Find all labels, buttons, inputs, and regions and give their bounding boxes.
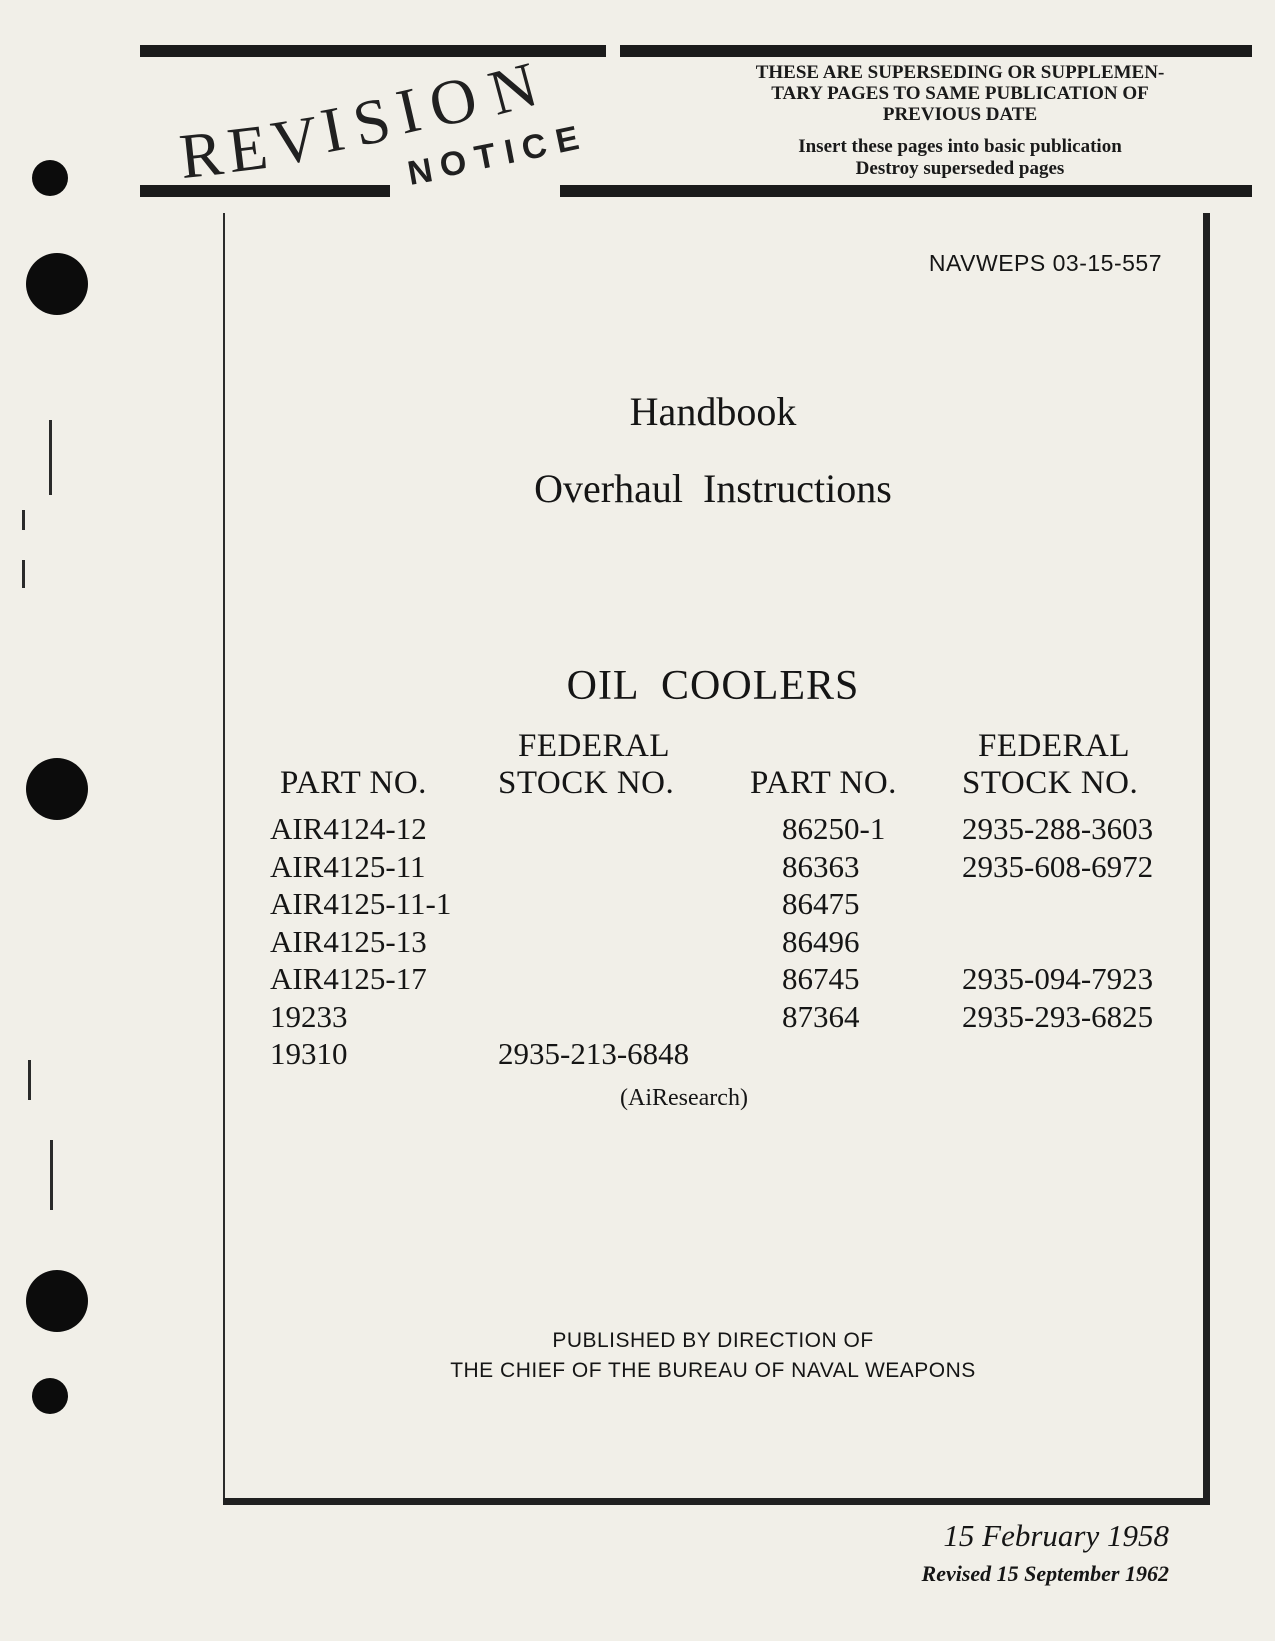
binder-hole: [26, 758, 88, 820]
table-cell: [962, 923, 1153, 961]
title-handbook: Handbook: [629, 389, 797, 434]
publication-number: NAVWEPS 03-15-557: [928, 250, 1162, 276]
frame-bottom-rule: [223, 1498, 1210, 1505]
table-cell: 2935-288-3603: [962, 811, 1154, 846]
table-cell: [498, 923, 689, 961]
header-stock-no-right: STOCK NO.: [962, 765, 1139, 801]
table-cell: 86363: [782, 848, 860, 884]
table-cell: 87364: [782, 998, 860, 1034]
binder-hole: [32, 160, 68, 196]
table-cell: 2935-094-7923: [962, 961, 1154, 996]
header-part-no-right: PART NO.: [750, 765, 897, 801]
subject-title: OIL COOLERS: [566, 663, 860, 709]
table-cell: [498, 998, 689, 1036]
table-cell: [962, 885, 1153, 923]
table-cell: 86475: [782, 886, 860, 921]
table-cell: 2935-608-6972: [962, 848, 1154, 884]
table-cell: 86496: [782, 923, 860, 959]
title-overhaul: Overhaul Instructions: [534, 466, 892, 511]
insert-instructions: Insert these pages into basic publication Destroy superseded pages: [798, 136, 1122, 179]
frame-right-rule: [1203, 213, 1210, 1503]
table-cell: 2935-293-6825: [962, 998, 1154, 1034]
table-cell: 19233: [270, 998, 348, 1034]
left-stock-numbers: [498, 810, 689, 1073]
table-cell: 86745: [782, 961, 860, 996]
table-cell: 19310: [270, 1036, 348, 1071]
table-cell: 86250-1: [782, 811, 886, 846]
published-by: PUBLISHED BY DIRECTION OF THE CHIEF OF THE BUREAU OF NAVAL WEAPONS: [450, 1329, 976, 1382]
table-cell: AIR4125-11: [270, 848, 426, 884]
banner-top-rule: [140, 45, 606, 57]
right-part-numbers: [782, 810, 885, 1035]
right-stock-numbers: [962, 810, 1153, 1035]
table-cell: [498, 885, 689, 923]
revised-date: Revised 15 September 1962: [921, 1561, 1169, 1586]
header-part-no-left: PART NO.: [280, 765, 427, 801]
table-cell: AIR4125-17: [270, 961, 427, 996]
binder-hole: [26, 1270, 88, 1332]
banner-top-rule-right: [620, 45, 1252, 57]
header-stock-no-left: STOCK NO.: [498, 765, 675, 801]
table-cell: 2935-213-6848: [498, 1036, 690, 1071]
issue-date: 15 February 1958: [943, 1518, 1169, 1553]
document-page: R E V I S I O N N O T I C E THESE ARE SUPERSEDING OR SUPPLEMEN- TARY PAGES TO SAME PUBLICATION OF PREVIOUS DATE Insert these pages into basic publication Destroy superseded pages NAVWEPS 03-15-557 Handbook Overhaul Instructions OIL COOLERS PART NO. FEDERAL STOCK NO. PART NO. FEDERAL STOCK NO. AIR4124-12 AIR4125-11 AIR4125-11-1 AIR4125-13 AIR4125-17 19233 19310 2935-213-6848 86250-1 86363 86475 86496 86745 87364 2935-288-3603 2935-608-6972 2935-094-7923 2935-293-6825 (AiResearch) PUBLISHED BY DIRECTION OF THE CHIEF OF THE BUREAU OF NAVAL WEAPONS 15 February 1958 Revised 15 September 1962: [0, 0, 1275, 1641]
edge-mark: [28, 1060, 31, 1100]
supersede-notice: THESE ARE SUPERSEDING OR SUPPLEMEN- TARY PAGES TO SAME PUBLICATION OF PREVIOUS DATE: [755, 62, 1165, 125]
left-part-numbers: [270, 810, 451, 1073]
table-cell: [498, 960, 689, 998]
banner-bottom-rule: [140, 185, 390, 197]
table-cell: [498, 848, 689, 886]
manufacturer-note: (AiResearch): [620, 1085, 748, 1111]
header-federal-left: FEDERAL: [518, 728, 670, 764]
binder-hole: [32, 1378, 68, 1414]
table-cell: AIR4125-13: [270, 923, 427, 959]
binder-hole: [26, 253, 88, 315]
banner-bottom-rule-right: [560, 185, 1252, 197]
table-cell: AIR4125-11-1: [270, 886, 452, 921]
edge-mark: [22, 510, 25, 530]
header-federal-right: FEDERAL: [978, 728, 1130, 764]
table-cell: [498, 810, 689, 848]
edge-mark: [49, 420, 52, 495]
table-cell: AIR4124-12: [270, 811, 427, 846]
edge-mark: [50, 1140, 53, 1210]
edge-mark: [22, 560, 25, 588]
